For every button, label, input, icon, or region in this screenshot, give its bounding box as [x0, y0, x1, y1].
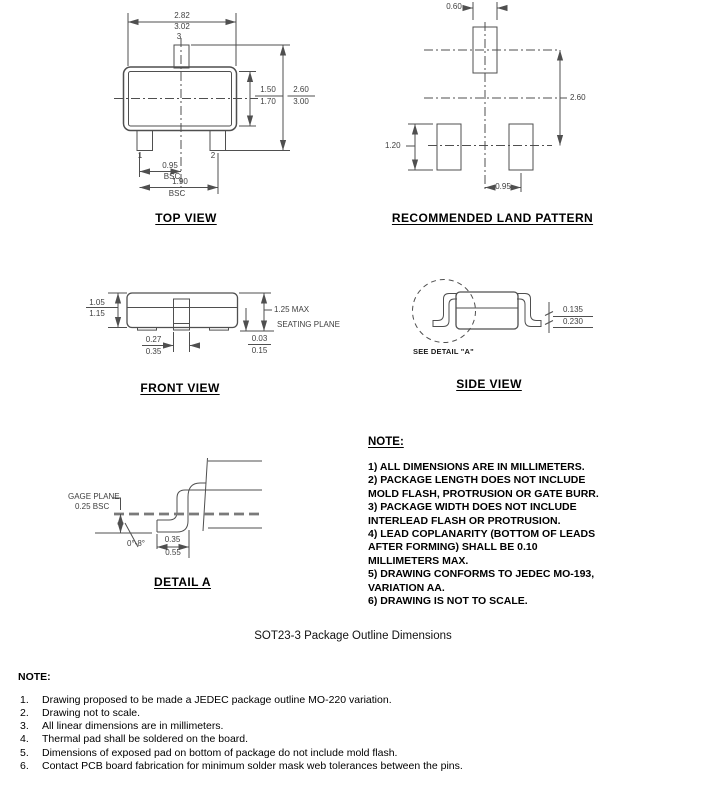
- drawing-notes-title: NOTE:: [368, 436, 404, 448]
- front-standoff-min: 0.03: [251, 333, 268, 343]
- top-width-max: 3.02: [174, 22, 190, 31]
- front-standoff-max: 0.15: [251, 345, 268, 355]
- board-note-num: 6.: [20, 760, 29, 772]
- side-thickness-min: 0.135: [562, 305, 584, 314]
- land-pattern-linework: [406, 2, 567, 192]
- gage-offset-label: 0.25 BSC: [75, 501, 110, 511]
- board-note-text: Drawing not to scale.: [42, 706, 141, 719]
- drawing-note-line: MOLD FLASH, PROTRUSION OR GATE BURR.: [368, 487, 599, 500]
- land-pad-width: 0.60: [446, 2, 462, 11]
- top-body-min: 1.50: [260, 85, 276, 94]
- board-note-text: Contact PCB board fabrication for minimum solder mask web tolerances between the pins.: [42, 760, 463, 772]
- board-note-num: 5.: [20, 746, 29, 759]
- front-view-title: FRONT VIEW: [140, 380, 220, 395]
- drawing-note-line: 2) PACKAGE LENGTH DOES NOT INCLUDE: [368, 474, 586, 487]
- pin3-label: 3: [176, 32, 182, 41]
- foot-length-min: 0.35: [164, 535, 181, 544]
- front-body-max: 1.15: [89, 308, 105, 318]
- board-note-num: 4.: [20, 733, 29, 746]
- top-span: 1.90: [172, 176, 188, 186]
- top-view-title: TOP VIEW: [155, 210, 217, 225]
- board-note-num: 3.: [20, 720, 29, 733]
- gage-plane-label: GAGE PLANE: [68, 492, 120, 501]
- drawing-note-line: AFTER FORMING) SHALL BE 0.10: [368, 541, 538, 554]
- board-note-num: 1.: [20, 693, 29, 706]
- front-body-min: 1.05: [89, 297, 105, 307]
- pin1-label: 1: [137, 150, 143, 160]
- land-pad-height: 1.20: [385, 140, 401, 150]
- land-pattern-title: RECOMMENDED LAND PATTERN: [391, 210, 594, 225]
- top-pitch-qual: BSC: [163, 172, 181, 181]
- drawing-note-line: 6) DRAWING IS NOT TO SCALE.: [368, 595, 528, 607]
- front-height-max: 1.25 MAX: [274, 304, 310, 314]
- top-overall-min: 2.60: [293, 85, 309, 94]
- board-note-text: Dimensions of exposed pad on bottom of package do not include mold flash.: [42, 746, 398, 759]
- page-caption: SOT23-3 Package Outline Dimensions: [254, 630, 452, 642]
- detail-a-title: DETAIL A: [154, 574, 211, 589]
- front-view-linework: [86, 293, 274, 352]
- drawing-note-line: INTERLEAD FLASH OR PROTRUSION.: [368, 514, 561, 527]
- see-detail-a-label: SEE DETAIL "A": [413, 347, 474, 356]
- foot-length-max: 0.55: [165, 547, 181, 557]
- top-pitch: 0.95: [162, 160, 178, 170]
- top-body-max: 1.70: [260, 96, 276, 106]
- board-note-text: Thermal pad shall be soldered on the board.: [42, 733, 249, 746]
- side-thickness-max: 0.230: [562, 316, 584, 326]
- drawing-note-line: 4) LEAD COPLANARITY (BOTTOM OF LEADS: [368, 528, 596, 540]
- drawing-note-line: VARIATION AA.: [368, 581, 445, 594]
- land-pad-pitch: 0.95: [495, 181, 511, 191]
- board-note-text: All linear dimensions are in millimeters.: [42, 720, 224, 733]
- top-overall-max: 3.00: [293, 96, 309, 106]
- drawing-note-line: 3) PACKAGE WIDTH DOES NOT INCLUDE: [368, 501, 577, 514]
- board-note-num: 2.: [20, 706, 29, 719]
- pin2-label: 2: [210, 150, 216, 160]
- board-notes-title: NOTE:: [18, 671, 51, 683]
- drawing-note-line: MILLIMETERS MAX.: [368, 554, 469, 567]
- drawing-note-line: 1) ALL DIMENSIONS ARE IN MILLIMETERS.: [368, 461, 585, 473]
- side-view-title: SIDE VIEW: [456, 377, 522, 391]
- board-note-text: Drawing proposed to be made a JEDEC package outline MO-220 variation.: [42, 693, 392, 706]
- land-row-spacing: 2.60: [570, 92, 586, 102]
- front-lead-max: 0.35: [145, 346, 162, 356]
- lead-angle-label: 0°-8°: [127, 539, 145, 548]
- top-view-linework: [114, 10, 315, 194]
- drawing-note-line: 5) DRAWING CONFORMS TO JEDEC MO-193,: [368, 568, 595, 581]
- seating-plane-label: SEATING PLANE: [277, 319, 340, 329]
- top-span-qual: BSC: [168, 188, 186, 198]
- top-width-min: 2.82: [174, 10, 190, 20]
- front-lead-min: 0.27: [145, 335, 162, 344]
